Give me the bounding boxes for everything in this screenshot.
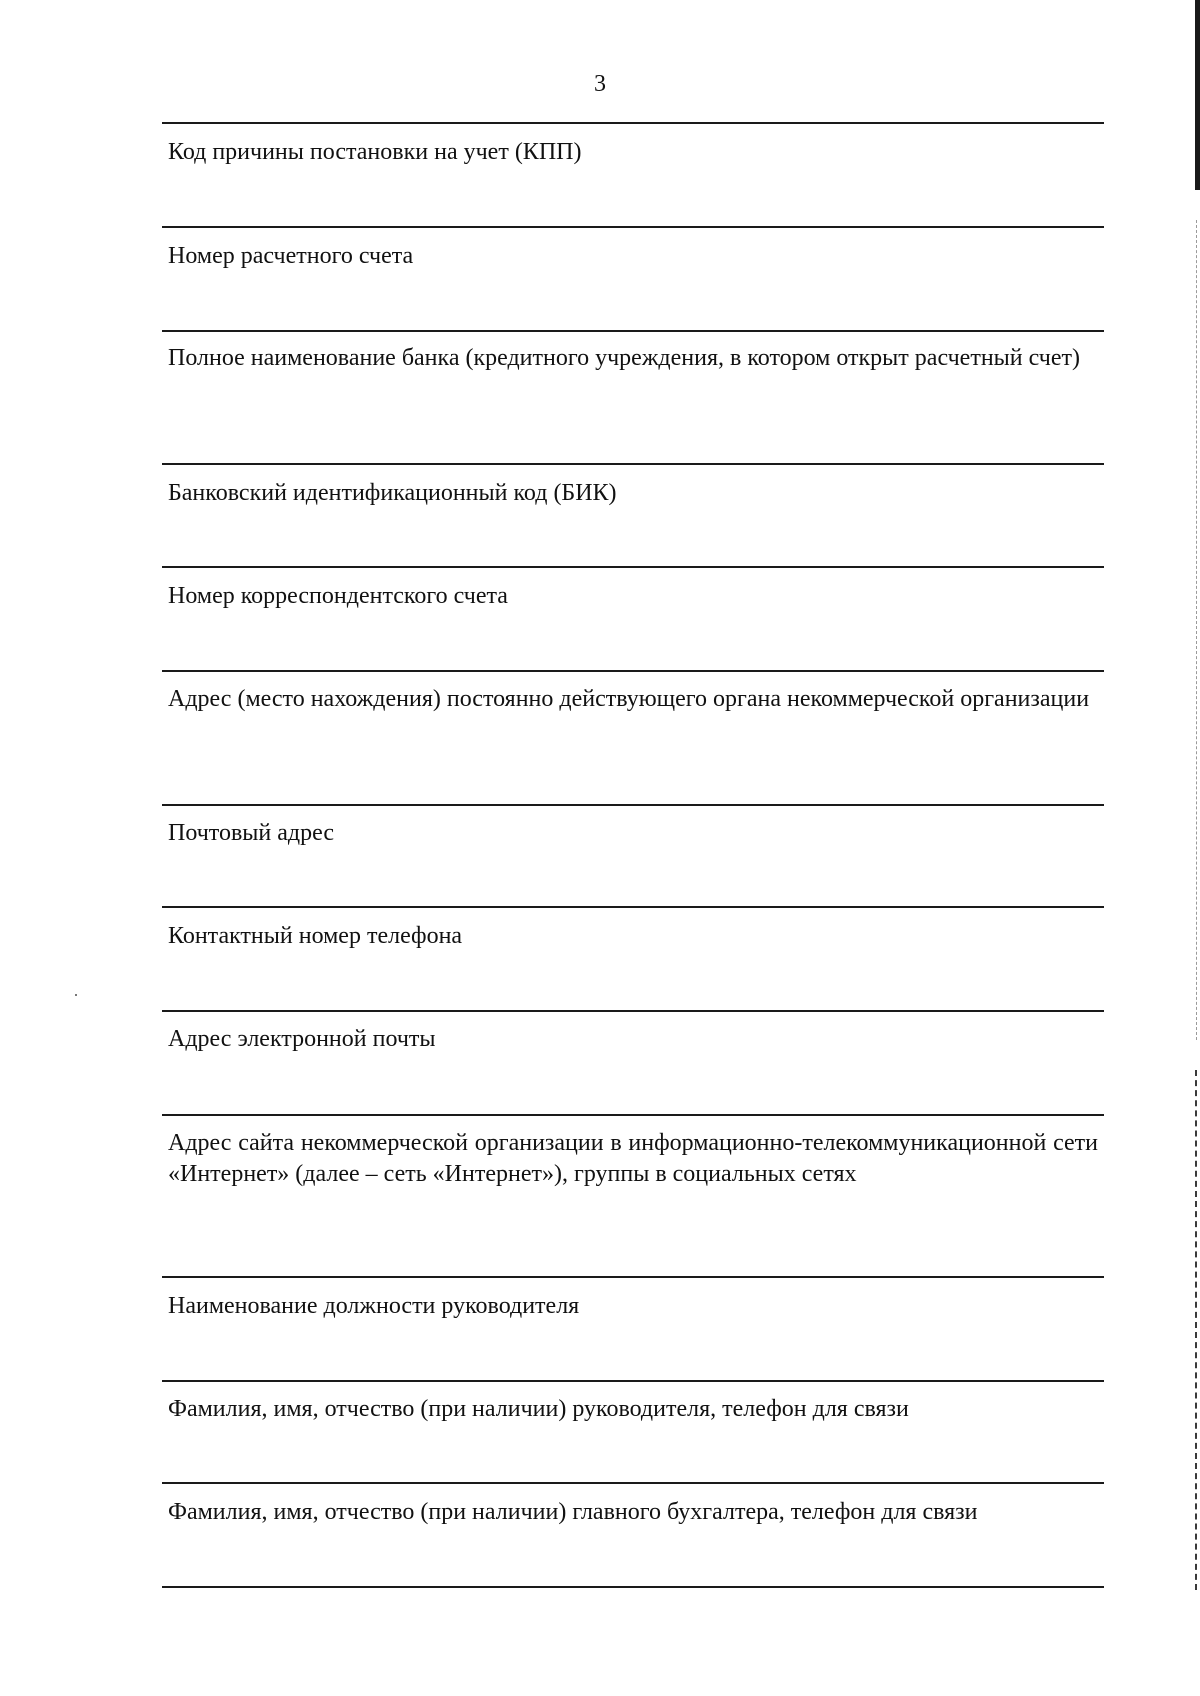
field-label-email: Адрес электронной почты [168, 1026, 436, 1052]
field-label-head-name-phone: Фамилия, имя, отчество (при наличии) руководителя, телефон для связи [168, 1396, 909, 1422]
field-divider [162, 1586, 1104, 1588]
page-number: 3 [594, 71, 606, 97]
field-divider [162, 226, 1104, 228]
field-label-kpp: Код причины постановки на учет (КПП) [168, 139, 582, 165]
field-label-correspondent-account: Номер корреспондентского счета [168, 583, 508, 609]
field-label-postal-address: Почтовый адрес [168, 820, 335, 846]
field-label-phone: Контактный номер телефона [168, 923, 463, 949]
field-divider [162, 804, 1104, 806]
field-divider [162, 122, 1104, 124]
field-label-legal-address: Адрес (место нахождения) постоянно действующего органа некоммерческой организации [168, 686, 1090, 712]
field-divider [162, 1482, 1104, 1484]
field-divider [162, 1114, 1104, 1116]
field-divider [162, 1380, 1104, 1382]
field-divider [162, 566, 1104, 568]
field-label-bank-name: Полное наименование банка (кредитного учреждения, в котором открыт расчетный счет) [168, 345, 1081, 371]
field-divider [162, 463, 1104, 465]
field-divider [162, 1010, 1104, 1012]
field-label-website: Адрес сайта некоммерческой организации в информационно-телекоммуникационной сети «Интернет» (далее – сеть «Интернет»), группы в социальных сетях [168, 1130, 1098, 1187]
scan-speck [75, 994, 77, 996]
field-divider [162, 1276, 1104, 1278]
scan-edge-dots [1196, 220, 1198, 1040]
field-divider [162, 330, 1104, 332]
field-divider [162, 670, 1104, 672]
field-divider [162, 906, 1104, 908]
field-label-head-position: Наименование должности руководителя [168, 1293, 580, 1319]
field-label-settlement-account: Номер расчетного счета [168, 243, 414, 269]
field-label-bik: Банковский идентификационный код (БИК) [168, 480, 617, 506]
scan-edge-mark [1195, 0, 1200, 190]
field-label-accountant-name-phone: Фамилия, имя, отчество (при наличии) главного бухгалтера, телефон для связи [168, 1499, 978, 1525]
scan-edge-dots [1195, 1070, 1198, 1590]
